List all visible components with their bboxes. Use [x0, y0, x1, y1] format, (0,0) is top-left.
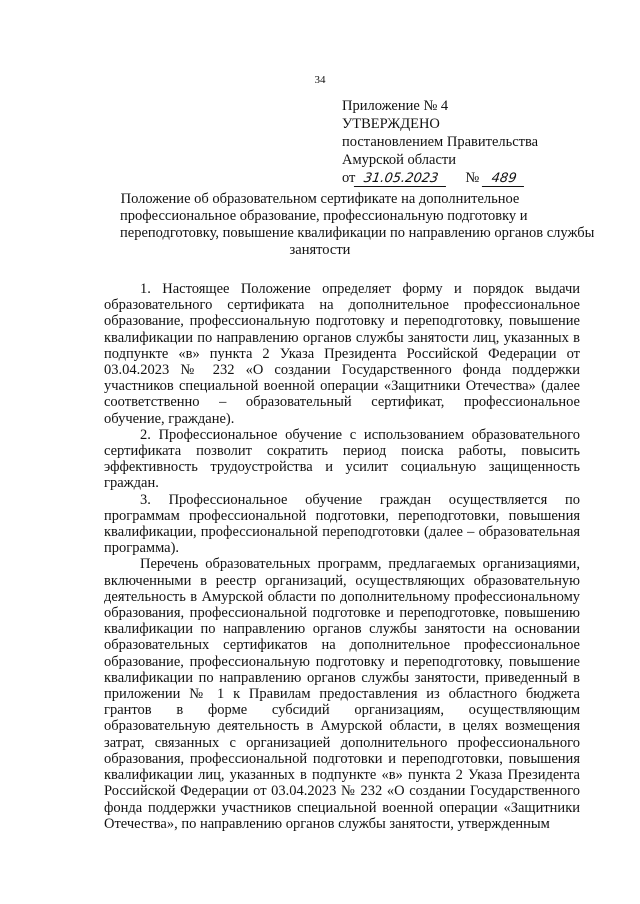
title-line: переподготовку, повышение квалификации по направлению органов службы — [120, 225, 595, 241]
document-body — [104, 281, 580, 832]
approval-block — [342, 97, 582, 187]
paragraph-4: Перечень образовательных программ, предлагаемых организациями, включенными в реестр организаций, осуществляющих образовательную деятельность в Амурской области по дополнительному профессиональному образования, профессиональной подготовке и переподготовке, повышению квалификации по направлению органов службы занятости на основании образовательных сертификатов на дополнительное профессиональное образование, профессиональную подготовку и переподготовку, повышение квалификации по направлению органов службы занятости, приведенный в приложении № 1 к Правилам предоставления из областного бюджета грантов в форме субсидий организациям, осуществляющим образовательную деятельность в Амурской области, в целях возмещения затрат, связанных с организацией дополнительного профессионального образования, профессиональной подготовки и переподготовки, повышения квалификации лиц, указанных в подпункте «в» пункта 2 Указа Президента Российской Федерации от 03.04.2023 № 232 «О создании Государственного фонда поддержки участников специальной военной операции «Защитники Отечества», по направлению органов службы занятости, утвержденным — [104, 556, 580, 832]
approved-by-label: постановлением Правительства — [342, 134, 539, 150]
handwritten-date: 31.05.2023 — [354, 171, 448, 187]
page-number: 34 — [314, 74, 326, 86]
region-label: Амурской области — [342, 152, 456, 168]
handwritten-number: 489 — [482, 171, 526, 187]
title-line: занятости — [289, 242, 351, 258]
title-line: Положение об образовательном сертификате на дополнительное — [120, 191, 520, 207]
number-label: № — [465, 170, 480, 186]
paragraph-1: 1. Настоящее Положение определяет форму и порядок выдачи образовательного сертификата на дополнительное профессиональное образование, профессиональную подготовку и переподготовку, повышение квалификации по направлению органов службы занятости лиц, указанных в подпункте «в» пункта 2 Указа Президента Российской Федерации от 03.04.2023 № 232 «О создании Государственного фонда поддержки участников специальной военной операции «Защитники Отечества» (далее соответственно – образовательный сертификат, профессиональное обучение, граждане). — [104, 281, 580, 427]
title-line: профессиональное образование, профессиональную подготовку и — [120, 208, 528, 224]
approved-label: УТВЕРЖДЕНО — [342, 116, 440, 132]
date-number-line — [342, 169, 582, 187]
from-label: от — [342, 170, 356, 186]
paragraph-2: 2. Профессиональное обучение с использованием образовательного сертификата позволит сократить период поиска работы, повысить эффективность трудоустройства и усилит социальную защищенность граждан. — [104, 426, 580, 492]
paragraph-3: 3. Профессиональное обучение граждан осуществляется по программам профессиональной подготовки, переподготовки, повышения квалификации, профессиональной переподготовки (далее – образовательная программа). — [104, 491, 580, 557]
appendix-label: Приложение № 4 — [342, 98, 449, 114]
document-title — [120, 191, 595, 259]
